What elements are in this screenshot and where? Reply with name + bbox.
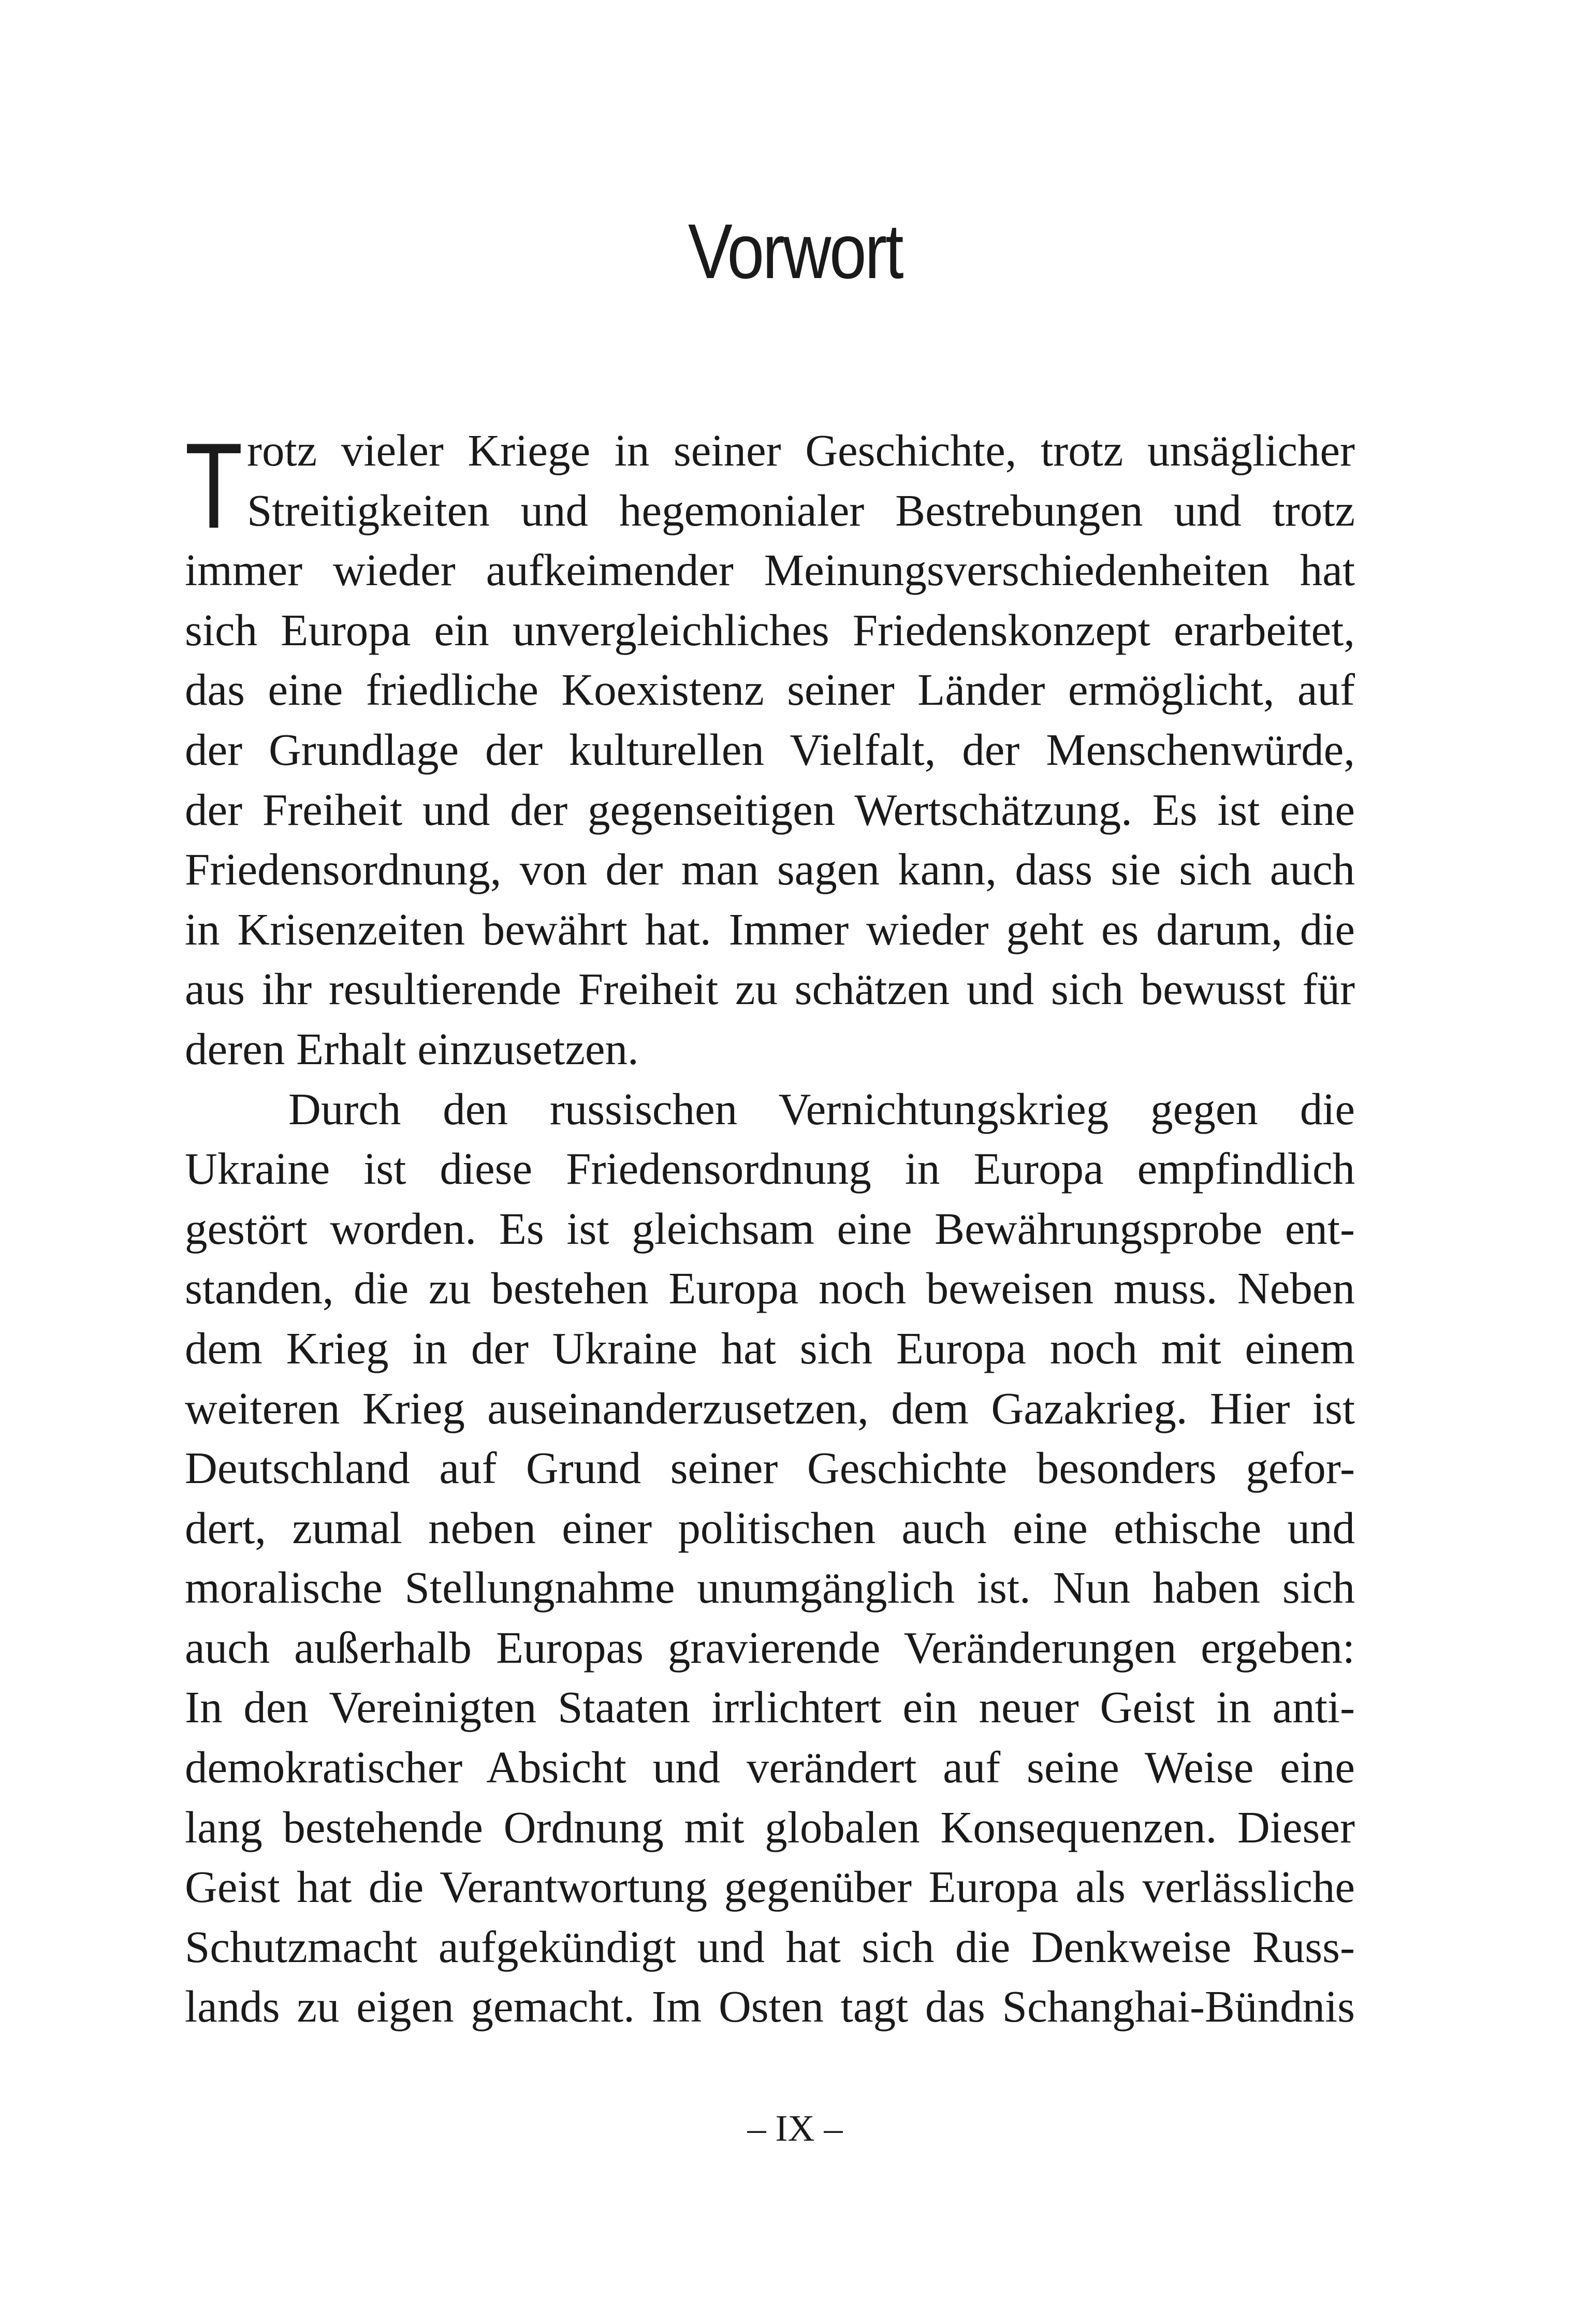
text-line: standen, die zu bestehen Europa noch beweisen muss. Neben: [185, 1263, 1355, 1314]
text-line: Schutzmacht aufgekündigt und hat sich die Denkweise Russ-: [185, 1921, 1355, 1972]
text-line: Deutschland auf Grund seiner Geschichte besonders gefor-: [185, 1443, 1355, 1493]
text-line: gestört worden. Es ist gleichsam eine Bewährungsprobe ent-: [185, 1203, 1355, 1254]
paragraph-1: [185, 417, 1355, 1079]
page-number: – IX –: [747, 2108, 843, 2149]
text-line: aus ihr resultierende Freiheit zu schätzen und sich bewusst für: [185, 964, 1355, 1014]
text-line: der Freiheit und der gegenseitigen Wertschätzung. Es ist eine: [185, 784, 1355, 835]
text-line: der Grundlage der kulturellen Vielfalt, der Menschenwürde,: [185, 724, 1355, 775]
paragraph-2: [185, 1079, 1355, 2037]
text-line: auch außerhalb Europas gravierende Veränderungen ergeben:: [185, 1622, 1355, 1673]
text-line: Ukraine ist diese Friedensordnung in Europa empfindlich: [185, 1143, 1355, 1194]
drop-cap: T: [185, 417, 243, 554]
text-line: immer wieder aufkeimender Meinungsverschiedenheiten hat: [185, 545, 1355, 595]
text-line: moralische Stellungnahme unumgänglich ist. Nun haben sich: [185, 1562, 1355, 1613]
text-line: dert, zumal neben einer politischen auch eine ethische und: [185, 1502, 1355, 1553]
text-line: Geist hat die Verantwortung gegenüber Europa als verlässliche: [185, 1862, 1355, 1912]
text-line: demokratischer Absicht und verändert auf seine Weise eine: [185, 1742, 1355, 1793]
text-line: Streitigkeiten und hegemonialer Bestrebungen und trotz: [247, 485, 1355, 535]
text-line: das eine friedliche Koexistenz seiner Länder ermöglicht, auf: [185, 664, 1355, 715]
text-line: Friedensordnung, von der man sagen kann, dass sie sich auch: [185, 844, 1355, 895]
text-line: lands zu eigen gemacht. Im Osten tagt das Schanghai-Bündnis: [185, 1981, 1355, 2032]
text-line: rotz vieler Kriege in seiner Geschichte, trotz unsäglicher: [247, 425, 1355, 475]
text-line: In den Vereinigten Staaten irrlichtert ein neuer Geist in anti-: [185, 1682, 1355, 1733]
text-line: weiteren Krieg auseinanderzusetzen, dem Gazakrieg. Hier ist: [185, 1383, 1355, 1433]
text-line: Durch den russischen Vernichtungskrieg gegen die: [288, 1083, 1355, 1134]
page-title: Vorwort: [688, 208, 902, 295]
text-line: sich Europa ein unvergleichliches Friedenskonzept erarbeitet,: [185, 604, 1355, 655]
text-line: deren Erhalt einzusetzen.: [185, 1023, 639, 1074]
body-text: [185, 417, 1355, 2037]
text-line: in Krisenzeiten bewährt hat. Immer wieder geht es darum, die: [185, 904, 1355, 954]
text-line: lang bestehende Ordnung mit globalen Konsequenzen. Dieser: [185, 1802, 1355, 1852]
text-line: dem Krieg in der Ukraine hat sich Europa noch mit einem: [185, 1323, 1355, 1373]
